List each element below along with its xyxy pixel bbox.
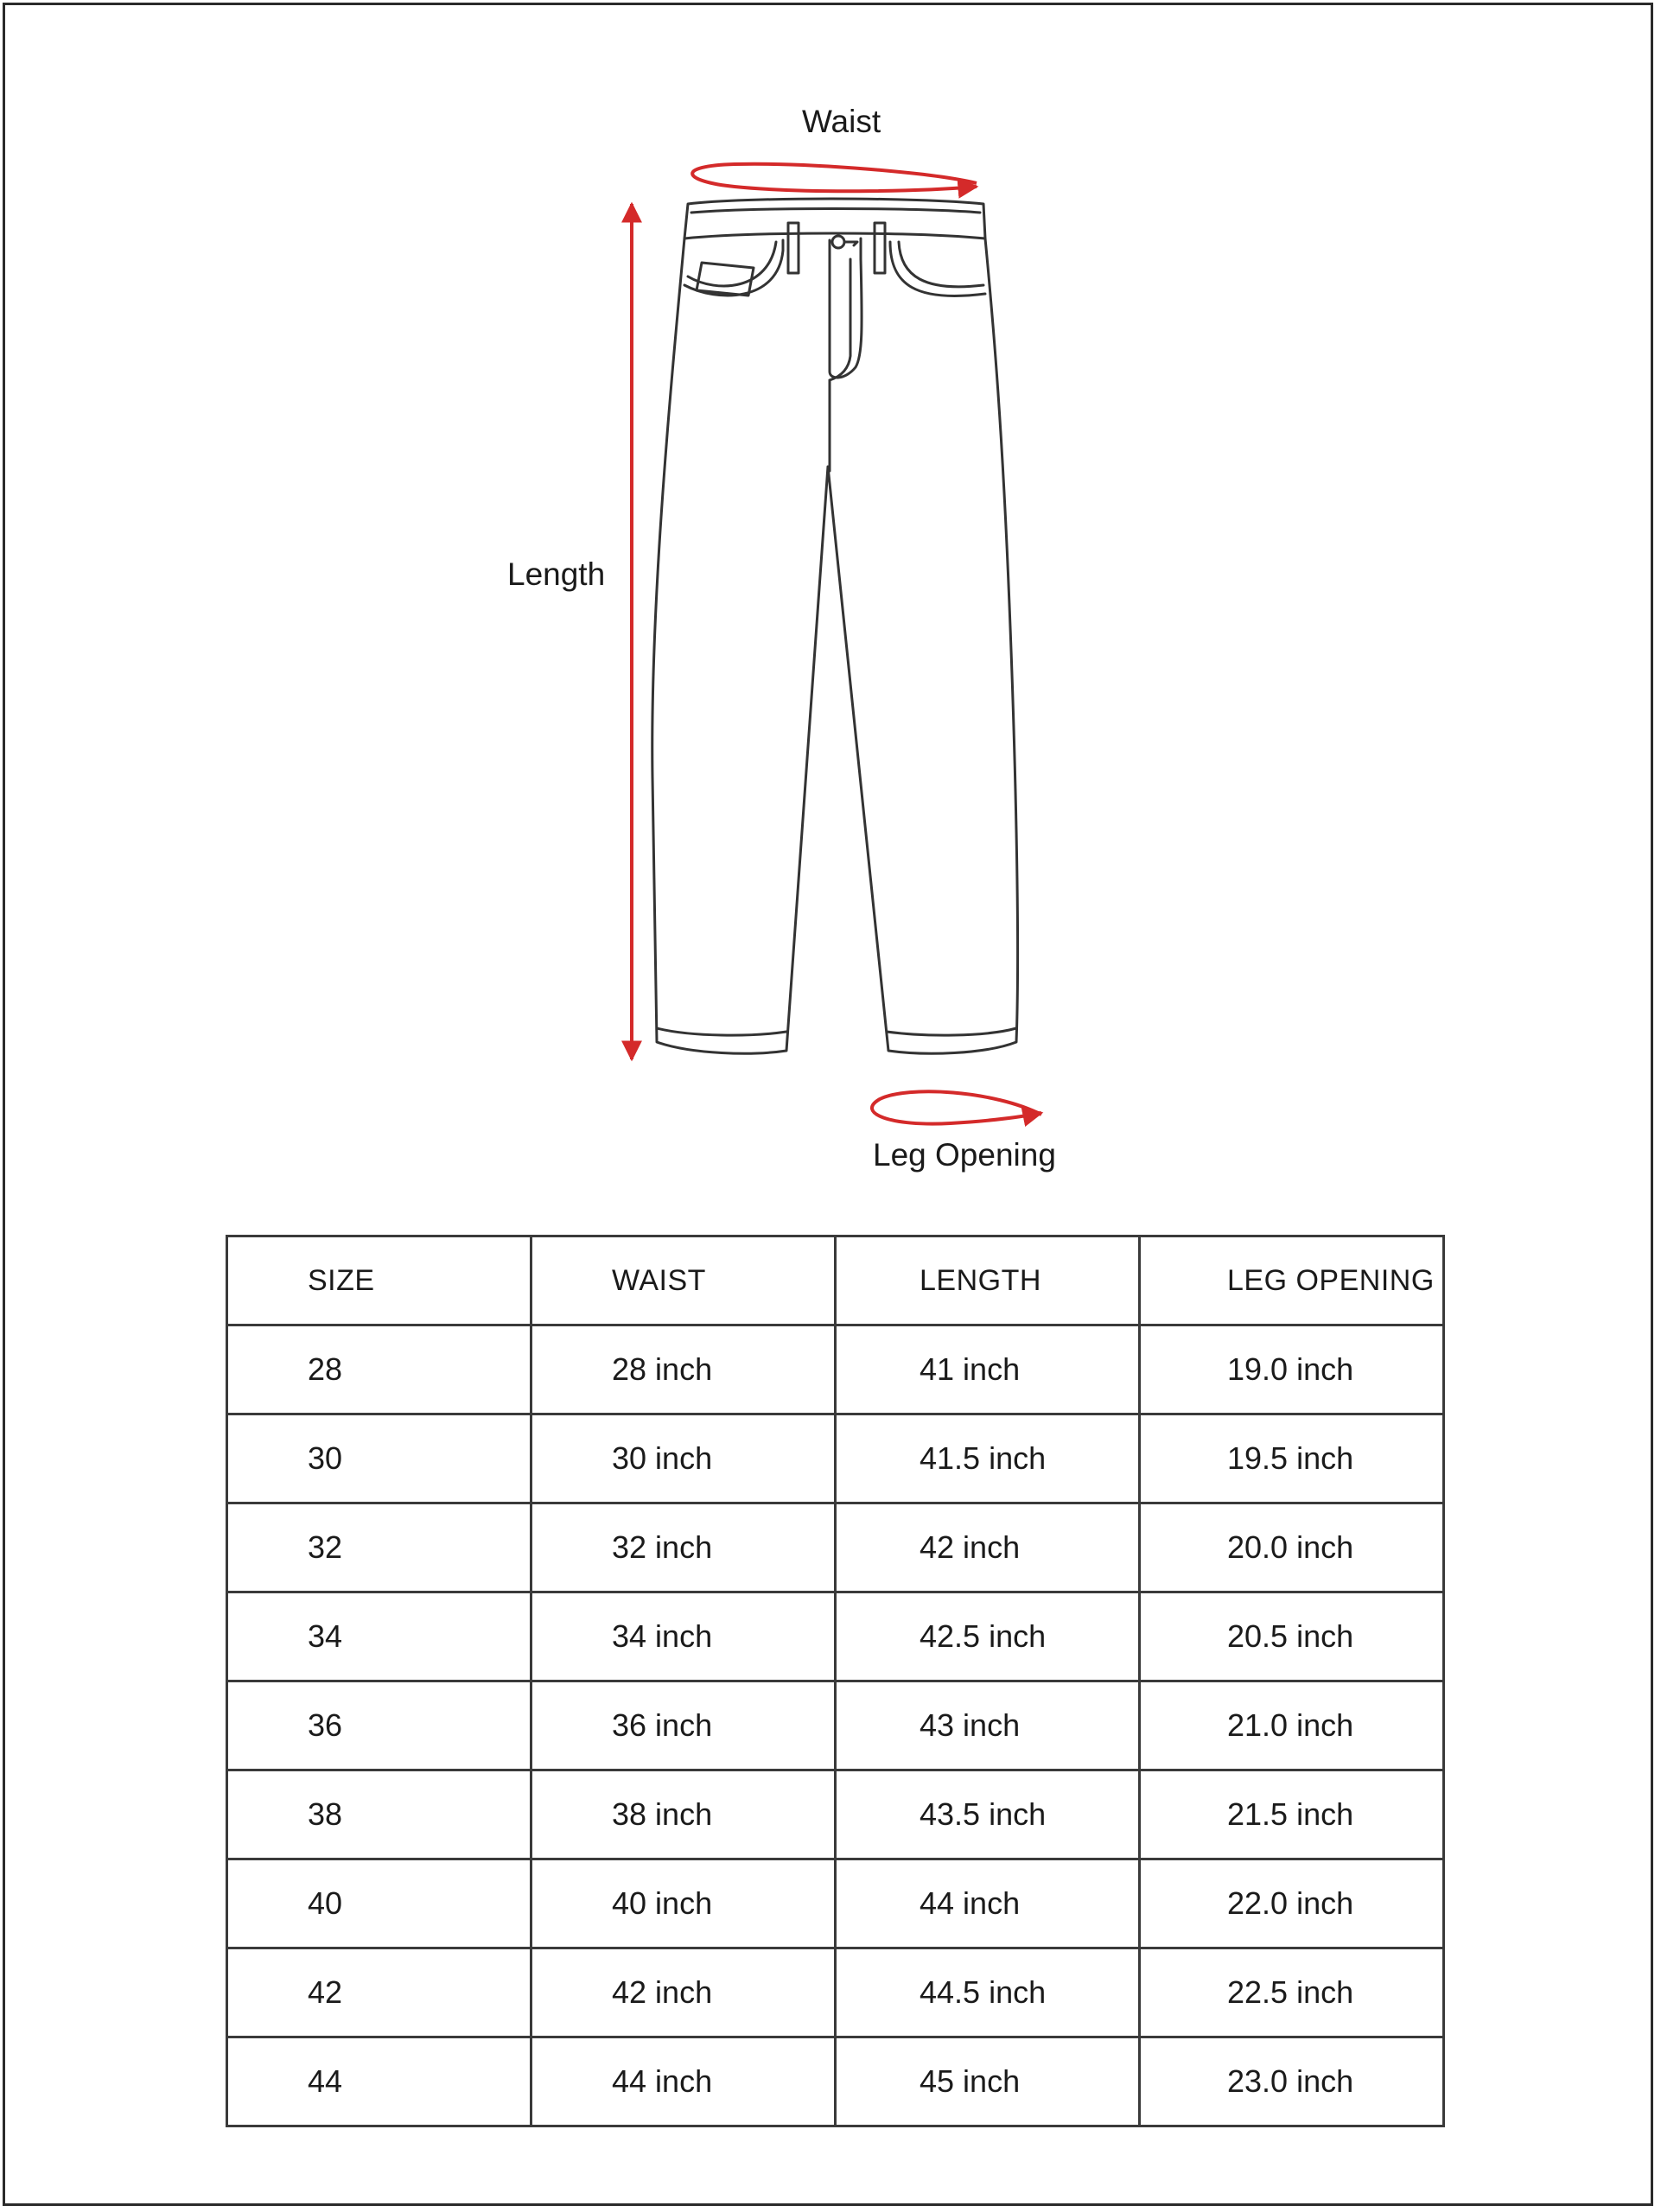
cell-size: 32 <box>227 1503 531 1592</box>
length-label: Length <box>507 556 606 592</box>
cell-length: 41.5 inch <box>836 1414 1140 1503</box>
cell-size: 40 <box>227 1859 531 1948</box>
table-row <box>227 1503 1444 1592</box>
header-length: LENGTH <box>836 1236 1140 1325</box>
table-row <box>227 1681 1444 1770</box>
cell-length: 45 inch <box>836 2037 1140 2126</box>
leg-opening-arrow-icon <box>872 1091 1041 1123</box>
cell-leg-opening: 21.0 inch <box>1140 1681 1444 1770</box>
table-row <box>227 2037 1444 2126</box>
cell-length: 42 inch <box>836 1503 1140 1592</box>
header-waist: WAIST <box>531 1236 836 1325</box>
table-row <box>227 1325 1444 1414</box>
cell-leg-opening: 19.5 inch <box>1140 1414 1444 1503</box>
cell-length: 44.5 inch <box>836 1948 1140 2037</box>
cell-waist: 44 inch <box>531 2037 836 2126</box>
cell-length: 41 inch <box>836 1325 1140 1414</box>
cell-leg-opening: 22.5 inch <box>1140 1948 1444 2037</box>
cell-size: 42 <box>227 1948 531 2037</box>
cell-length: 43.5 inch <box>836 1770 1140 1859</box>
table-row <box>227 1414 1444 1503</box>
waist-label: Waist <box>802 104 881 139</box>
cell-waist: 36 inch <box>531 1681 836 1770</box>
cell-waist: 34 inch <box>531 1592 836 1681</box>
cell-waist: 38 inch <box>531 1770 836 1859</box>
table-row <box>227 1592 1444 1681</box>
table-row <box>227 1770 1444 1859</box>
cell-length: 44 inch <box>836 1859 1140 1948</box>
cell-waist: 40 inch <box>531 1859 836 1948</box>
cell-leg-opening: 22.0 inch <box>1140 1859 1444 1948</box>
cell-size: 28 <box>227 1325 531 1414</box>
table-row <box>227 1859 1444 1948</box>
cell-waist: 28 inch <box>531 1325 836 1414</box>
size-chart-table <box>226 1235 1445 2127</box>
cell-waist: 32 inch <box>531 1503 836 1592</box>
table-row <box>227 1948 1444 2037</box>
cell-leg-opening: 20.5 inch <box>1140 1592 1444 1681</box>
cell-leg-opening: 19.0 inch <box>1140 1325 1444 1414</box>
cell-leg-opening: 21.5 inch <box>1140 1770 1444 1859</box>
cell-size: 30 <box>227 1414 531 1503</box>
header-leg-opening: LEG OPENING <box>1140 1236 1444 1325</box>
cell-leg-opening: 20.0 inch <box>1140 1503 1444 1592</box>
cell-size: 36 <box>227 1681 531 1770</box>
pants-outline-icon <box>652 199 1018 1053</box>
header-size: SIZE <box>227 1236 531 1325</box>
cell-leg-opening: 23.0 inch <box>1140 2037 1444 2126</box>
cell-waist: 42 inch <box>531 1948 836 2037</box>
cell-length: 42.5 inch <box>836 1592 1140 1681</box>
table-header-row <box>227 1236 1444 1325</box>
cell-size: 44 <box>227 2037 531 2126</box>
cell-size: 38 <box>227 1770 531 1859</box>
waist-arrow-icon <box>692 164 977 191</box>
cell-size: 34 <box>227 1592 531 1681</box>
cell-waist: 30 inch <box>531 1414 836 1503</box>
cell-length: 43 inch <box>836 1681 1140 1770</box>
leg-opening-label: Leg Opening <box>873 1137 1056 1173</box>
